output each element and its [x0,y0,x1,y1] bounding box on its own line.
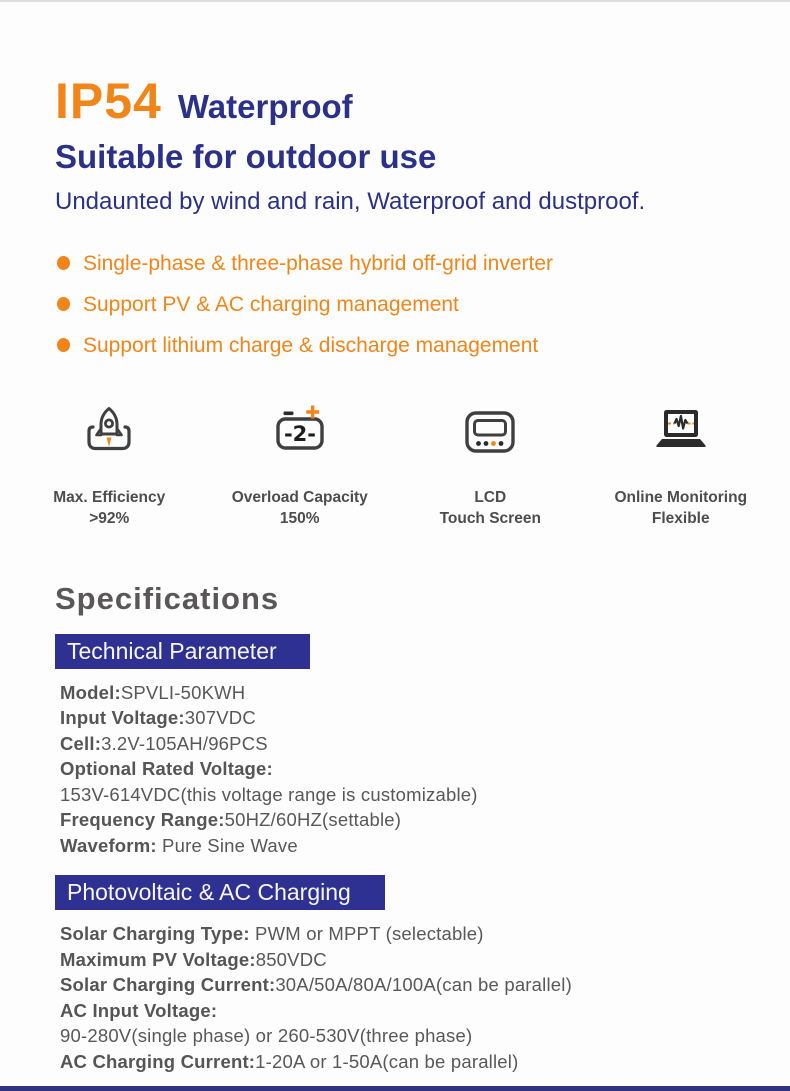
spec-value: 50HZ/60HZ(settable) [224,809,402,831]
feature-item [57,253,790,274]
spec-label: AC Input Voltage: [60,999,218,1021]
highlight-label-line1: Max. Efficiency [53,488,166,506]
section-header-technical-parameter: Technical Parameter [55,634,310,669]
spec-value: PWM or MPPT (selectable) [249,923,484,945]
spec-row [60,1049,750,1075]
rocket-launch-icon [77,400,141,464]
spec-row [60,947,750,973]
spec-label: Cell: [60,732,102,754]
highlight-label-line2: 150% [279,509,320,527]
spec-label: Model: [60,681,121,703]
highlight-label [14,487,205,529]
laptop-monitoring-icon [649,400,713,464]
specifications-section [0,581,790,1075]
feature-item [57,335,790,356]
spec-value: SPVLI-50KWH [120,681,246,703]
hero-title: Waterproof [177,88,353,125]
spec-label: Frequency Range: [60,809,225,831]
spec-row [60,807,750,833]
spec-label: Waveform: [60,834,157,856]
spec-label: AC Charging Current: [60,1050,256,1072]
spec-value: 30A/50A/80A/100A(can be parallel) [275,974,572,996]
hero-title-line [55,73,750,129]
bullet-icon [57,338,70,352]
hero-tagline: Undaunted by wind and rain, Waterproof and dustproof. [55,187,646,215]
hero-section [0,2,790,217]
photovoltaic-ac-charging-rows [55,921,750,1074]
highlight-label-line2: Touch Screen [439,509,541,527]
hero-subtitle: Suitable for outdoor use [55,138,437,175]
highlight-online-monitoring [586,400,777,529]
spec-row [60,680,750,706]
lcd-screen-icon [458,400,522,464]
technical-parameter-rows [55,680,750,859]
spec-value: Pure Sine Wave [156,834,298,856]
spec-row [60,731,750,757]
spec-label: Input Voltage: [60,707,185,729]
highlight-label-line2: >92% [89,509,130,527]
spec-row [60,972,750,998]
spec-value: 1-20A or 1-50A(can be parallel) [255,1050,519,1072]
spec-row [60,782,750,808]
spec-label: Solar Charging Current: [60,974,276,996]
spec-label: Solar Charging Type: [60,923,250,945]
spec-row [60,833,750,859]
highlight-label [586,487,777,529]
bullet-icon [57,297,70,311]
battery-number-text: -2- [283,421,316,446]
spec-row [60,1023,750,1049]
spec-row [60,921,750,947]
spec-label: Optional Rated Voltage: [60,758,273,780]
feature-list [0,253,790,356]
highlight-max-efficiency [14,400,205,529]
spec-value: 307VDC [184,707,256,729]
highlight-label [395,487,586,529]
highlight-label-line1: Online Monitoring [614,488,748,506]
spec-value: 153V-614VDC(this voltage range is customizable) [60,783,478,805]
highlight-lcd-touch-screen [395,400,586,529]
specifications-title: Specifications [55,580,280,616]
spec-row [60,705,750,731]
highlight-label-line1: Overload Capacity [231,488,368,506]
bottom-divider-bar [0,1086,790,1091]
highlight-label-line1: LCD [474,488,507,506]
spec-row [60,998,750,1024]
feature-item [57,294,790,315]
highlight-overload-capacity [205,400,396,529]
feature-label: Single-phase & three-phase hybrid off-grid inverter [83,251,554,275]
battery-icon [268,400,332,464]
bullet-icon [57,256,70,270]
feature-label: Support PV & AC charging management [83,292,459,316]
highlight-label-line2: Flexible [651,509,710,527]
highlights-row [0,400,790,529]
feature-label: Support lithium charge & discharge management [83,333,539,357]
spec-label: Maximum PV Voltage: [60,948,256,970]
spec-value: 90-280V(single phase) or 260-530V(three phase) [60,1025,473,1047]
spec-row [60,756,750,782]
highlight-label [205,487,396,529]
ip-rating-badge: IP54 [55,73,162,129]
section-header-photovoltaic-ac-charging: Photovoltaic & AC Charging [55,875,385,910]
spec-value: 3.2V-105AH/96PCS [101,732,268,754]
spec-value: 850VDC [255,948,327,970]
